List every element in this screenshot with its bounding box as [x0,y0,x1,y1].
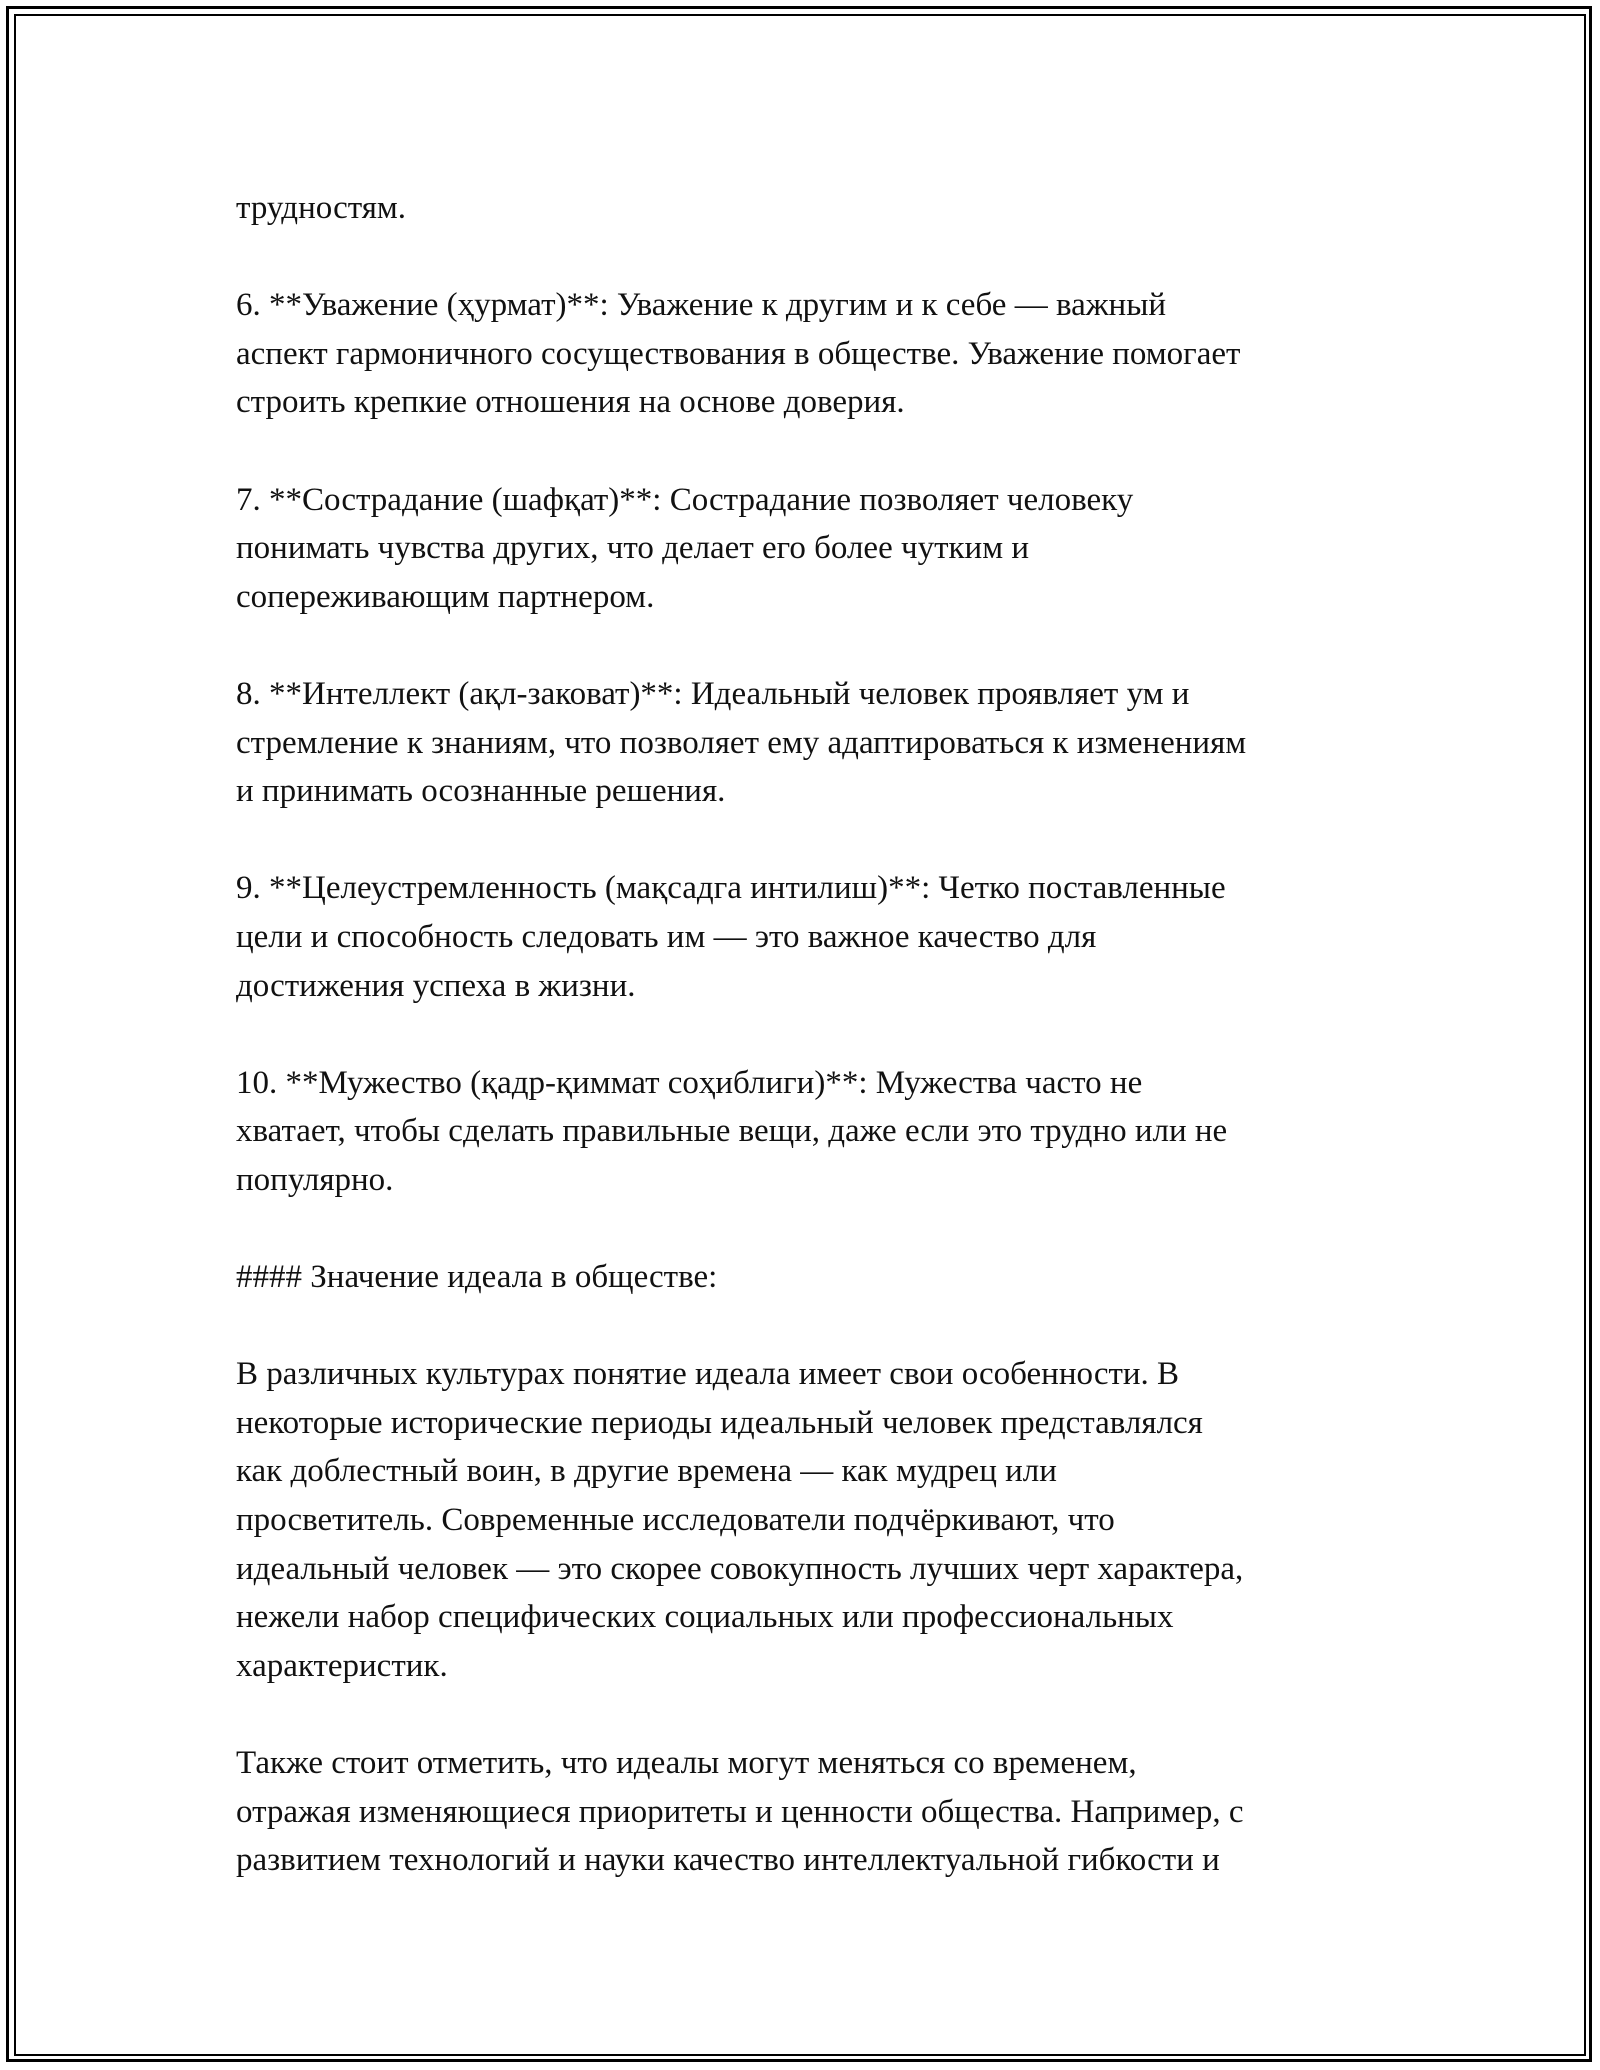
list-item-respect: 6. **Уважение (ҳурмат)**: Уважение к другим и к себе — важный аспект гармоничного сосуществования в обществе. Уважение помогает строить крепкие отношения на основе доверия. [236,287,1241,421]
paragraph-cultures: В различных культурах понятие идеала имеет свои особенности. В некоторые исторические периоды идеальный человек представлялся как доблестный воин, в другие времена — как мудрец или просветитель. Современные исследователи подчёркивают, что идеальный человек — это скорее совокупность лучших черт характера, нежели набор специфических социальных или профессиональных характеристик. [236,1356,1244,1684]
list-item-compassion: 7. **Сострадание (шафқат)**: Сострадание позволяет человеку понимать чувства других, что делает его более чутким и сопереживающим партнером. [236,481,1134,615]
paragraph-ideals-change: Также стоит отметить, что идеалы могут меняться со временем, отражая изменяющиеся приоритеты и ценности общества. Например, с развитием технологий и науки качество интеллектуальной гибкости и [236,1745,1244,1879]
list-item-courage: 10. **Мужество (қадр-қиммат соҳиблиги)**: Мужества часто не хватает, чтобы сделать правильные вещи, даже если это трудно или не популярно. [236,1064,1228,1198]
document-body [236,184,1416,1885]
paragraph-continuation: трудностям. [236,190,407,226]
section-heading: #### Значение идеала в обществе: [236,1259,718,1296]
list-item-purposefulness: 9. **Целеустремленность (мақсадга интилиш)**: Четко поставленные цели и способность следовать им — это важное качество для достижения успеха в жизни. [236,870,1226,1004]
list-item-intellect: 8. **Интеллект (ақл-заковат)**: Идеальный человек проявляет ум и стремление к знаниям, что позволяет ему адаптироваться к изменениям и принимать осознанные решения. [236,675,1247,810]
